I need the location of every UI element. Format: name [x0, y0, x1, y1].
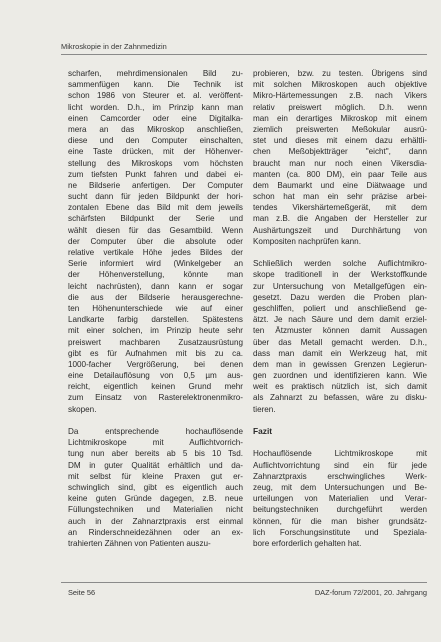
section-heading-fazit: Fazit: [253, 426, 273, 436]
text-line: gesetzt. Dazu werden die Proben plan-: [253, 292, 427, 302]
page-number: Seite 56: [68, 588, 96, 597]
footer-rule: [61, 582, 427, 583]
text-line: man z.B. die Angaben der Hersteller zur: [253, 214, 427, 224]
text-line: ziemlich preiswerten Meßokular ausrü-: [253, 124, 427, 134]
text-line: stellung des Mikroskops vom höchsten: [68, 158, 243, 168]
text-line: zum tiefsten Punkt fahren und dabei ei-: [68, 169, 243, 179]
text-line: Lichtmikroskope mit Auflichtvorrich-: [68, 438, 243, 448]
right-column: [253, 68, 427, 549]
text-line: ätzt. Je nach Säure und dem damit erziel-: [253, 315, 427, 325]
text-line: skope traditionell in der Werkstoffkunde: [253, 270, 427, 280]
text-line: eine Taste drücken, mit der Höhenver-: [68, 147, 243, 157]
text-line: ne Bildserie anfertigen. Der Computer: [68, 180, 243, 190]
text-line: Landkarte farbig darstellen. Spätestens: [68, 315, 243, 325]
journal-issue: DAZ-forum 72/2001, 20. Jahrgang: [314, 588, 427, 597]
text-line: die aus der Bildserie herausgerechne-: [68, 292, 243, 302]
text-line: können, für die man bisher grundsätz-: [253, 516, 427, 526]
paragraph-gap: [68, 415, 243, 426]
text-line: mit selbst für kleine Praxen gut er-: [68, 471, 243, 481]
text-line: über das Metall gemacht werden. D.h.,: [253, 337, 427, 347]
text-line: reicht, eigentlich keinen Grund mehr: [68, 382, 243, 392]
text-line: der Computer über die absolute oder: [68, 236, 243, 246]
text-line: skopen.: [68, 404, 97, 414]
text-line: dem Baumarkt und eine Diätwaage und: [253, 180, 427, 190]
text-line: relative vertikale Höhe jedes Bildes der: [68, 248, 243, 257]
text-line: mit solchen Mikroskopen auch objektive: [253, 80, 427, 90]
conclusion-paragraph: [253, 448, 427, 549]
text-line: ten Höhenunterschiede wie auf einer: [68, 303, 243, 313]
left-paragraph-1: [68, 68, 243, 415]
text-line: mera an das Mikroskop anschließen,: [68, 124, 243, 134]
text-line: zeug, mit dem Untersuchungen und Be-: [253, 482, 427, 492]
text-line: manten (ca. 800 DM), ein paar Teile aus: [253, 169, 427, 179]
paragraph-gap: [253, 437, 427, 448]
text-line: leicht nachrüsten), dann kann er sogar: [68, 281, 243, 291]
text-line: licht worden. D.h., im Prinzip kann man: [68, 102, 243, 112]
left-column: [68, 68, 243, 549]
text-line: tung nun aber bereits ab 5 bis 10 Tsd.: [68, 449, 243, 459]
text-line: weit es praktisch nützlich ist, sich damit: [253, 382, 427, 392]
text-line: diese und den Computer einschalten,: [68, 136, 243, 146]
text-line: ten Ätzmuster können damit Aussagen: [253, 326, 427, 336]
text-line: gibt es für Aufnahmen mit bis zu ca.: [68, 348, 243, 358]
right-paragraph-2: [253, 258, 427, 415]
text-line: einen Camcorder oder eine Digitalka-: [68, 113, 243, 123]
text-line: sammenfügen kann. Die Technik ist: [68, 80, 243, 90]
text-line: zontalen Ebene das Bild mit dem jeweils: [68, 203, 243, 213]
text-line: an Rinderschneidezähnen oder an ex-: [68, 527, 243, 537]
text-line: Da entsprechende hochauflösende: [68, 427, 243, 436]
text-line: mit einer solchen, im Prinzip heute sehr: [68, 326, 243, 336]
text-line: Schließlich werden solche Auflichtmikro-: [253, 259, 427, 269]
text-line: eine Detailauflösung von 0,5 µm aus-: [68, 371, 243, 381]
text-line: dem man in gewissen Grenzen Legierun-: [253, 359, 427, 369]
text-line: sucht dann für jeden Bildpunkt der hori-: [68, 192, 243, 202]
running-title: Mikroskopie in der Zahnmedizin: [61, 42, 167, 51]
text-line: zur Untersuchung von Metallgefügen ein-: [253, 281, 427, 291]
text-line: schon 1986 von Steurer et. al. veröffent-: [68, 91, 243, 101]
text-line: man ein derartiges Mikroskop mit einem: [253, 113, 427, 123]
text-line: Hochauflösende Lichtmikroskope mit: [253, 449, 427, 459]
text-line: keine guten Gründe dagegen, z.B. neue: [68, 494, 243, 504]
text-line: Aushärtungszeit und Durchhärtung von: [253, 225, 427, 235]
text-line: der Höhenverstellung, könnte man: [68, 270, 243, 280]
text-line: tendes Vikershärtemeßgerät, mit dem: [253, 203, 427, 213]
paragraph-gap: [253, 415, 427, 426]
paragraph-gap: [253, 247, 427, 258]
text-line: chen Meßobjektträger "eicht", dann: [253, 147, 427, 157]
text-line: 1000-facher Vergrößerung, bei denen: [68, 359, 243, 369]
text-line: Füllungstechniken und Materialien nicht: [68, 505, 243, 515]
text-line: Kompositen nachprüfen kann.: [253, 236, 361, 246]
text-line: auch in der Zahnarztpraxis erst einmal: [68, 516, 243, 526]
text-line: preiswert machbaren Zusatzausrüstung: [68, 337, 243, 347]
left-paragraph-2: [68, 426, 243, 549]
text-line: probieren, bzw. zu testen. Übrigens sind: [253, 69, 427, 78]
right-paragraph-1: [253, 68, 427, 247]
text-line: trahierten Zähnen von Patienten auszu-: [68, 538, 211, 548]
text-line: bore erforderlich gehalten hat.: [253, 538, 362, 548]
text-line: schwinglich sind, gibt es eigentlich auch: [68, 482, 243, 492]
text-line: urteilungen von Materialien und Verar-: [253, 494, 427, 504]
text-line: lich Forschungsinstitute und Speziala-: [253, 527, 427, 537]
text-line: Mikro-Härtemessungen z.B. nach Vikers: [253, 91, 427, 101]
text-line: stet und dieses mit einem dazu erhältli-: [253, 136, 427, 146]
text-line: schon hat man ein sehr präzise arbei-: [253, 192, 427, 202]
text-line: Serie informiert wird (Winkelgeber an: [68, 259, 243, 269]
text-line: schärfsten Bildpunkt der Serie und: [68, 214, 243, 224]
text-line: scharfen, mehrdimensionalen Bild zu-: [68, 69, 243, 78]
text-line: beitungstechniken durchgeführt werden: [253, 505, 427, 515]
text-line: DM in guter Qualität erhältlich und da-: [68, 460, 243, 470]
text-line: braucht man nur noch einen Vikersdia-: [253, 158, 427, 168]
text-line: wählt diesen für das Gesamtbild. Wenn: [68, 225, 243, 235]
text-line: tieren.: [253, 404, 276, 414]
text-line: relativ preiswert möglich. D.h. wenn: [253, 102, 427, 112]
text-line: zum Einsatz von Rasterelektronenmikro-: [68, 393, 243, 403]
header-rule: [61, 54, 427, 55]
text-line: Zahnarztpraxis erschwingliches Werk-: [253, 471, 427, 481]
text-line: dass man damit ein Werkzeug hat, mit: [253, 348, 427, 358]
text-line: geschliffen, poliert und anschließend ge-: [253, 303, 427, 313]
text-line: Auflichtvorrichtung sind ein für jede: [253, 460, 427, 470]
text-line: gen zuordnen und identifizieren kann. Wie: [253, 371, 427, 381]
text-line: als Zahnarzt zu befassen, wäre zu disku-: [253, 393, 427, 403]
